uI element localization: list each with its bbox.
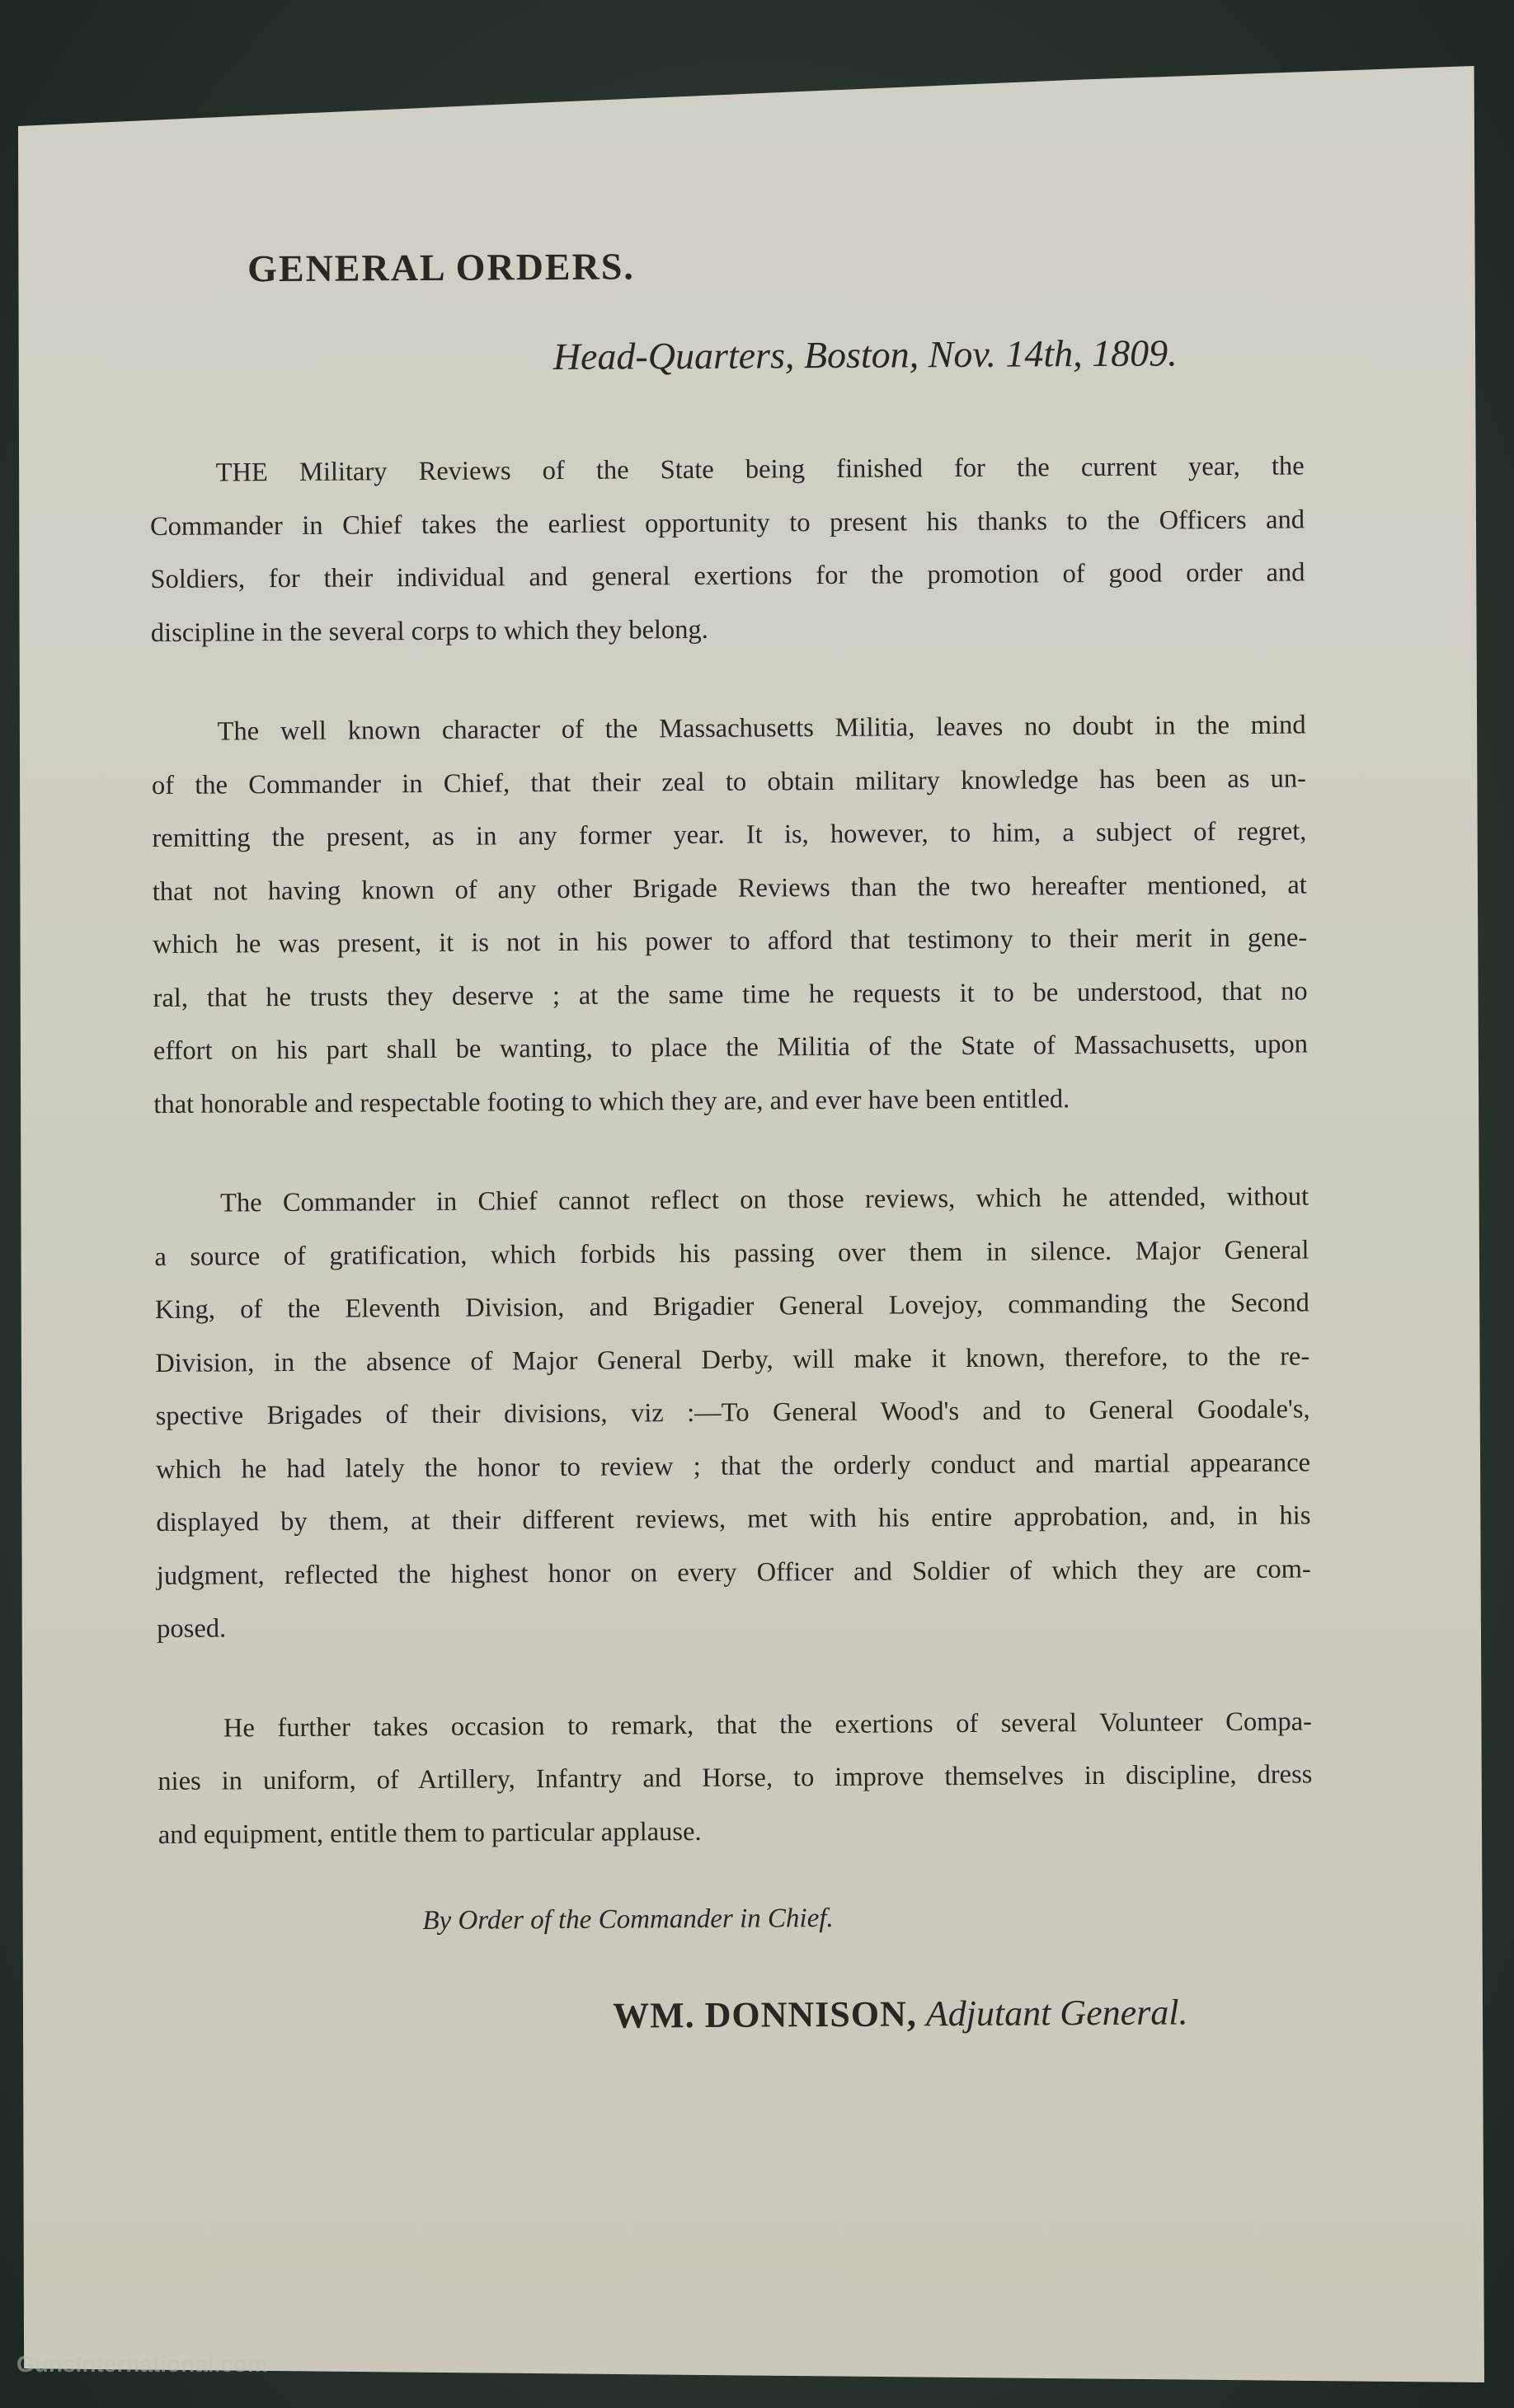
text-line: THE Military Reviews of the State being finished for the current year, the xyxy=(215,451,1305,488)
text-line: King, of the Eleventh Division, and Brigadier General Lovejoy, commanding the Second xyxy=(154,1288,1309,1325)
text-line: displayed by them, at their different reviews, met with his entire approbation, and, in his xyxy=(156,1500,1311,1537)
text-line: that honorable and respectable footing to which they are, and ever have been entitled. xyxy=(153,1083,1070,1120)
signoff: By Order of the Commander in Chief. xyxy=(422,1903,834,1936)
text-line: discipline in the several corps to which they belong. xyxy=(150,614,708,648)
paragraph xyxy=(158,1695,1313,1861)
text-line: which he was present, it is not in his power to afford that testimony to their merit in gene- xyxy=(153,922,1308,960)
signature xyxy=(613,1990,1314,2036)
text-line: The Commander in Chief cannot reflect on those reviews, which he attended, without xyxy=(219,1181,1309,1218)
text-line: and equipment, entitle them to particular applause. xyxy=(158,1816,702,1850)
paragraphs xyxy=(149,439,1312,1861)
text-line: effort on his part shall be wanting, to place the Militia of the State of Massachusetts, upon xyxy=(153,1029,1309,1066)
text-line: judgment, reflected the highest honor on every Officer and Soldier of which they are com- xyxy=(156,1553,1311,1591)
document-title: GENERAL ORDERS. xyxy=(247,245,635,290)
text-line: which he had lately the honor to review ; that the orderly conduct and martial appearance xyxy=(155,1447,1311,1485)
text-line: a source of gratification, which forbids his passing over them in silence. Major General xyxy=(154,1234,1309,1272)
dateline: Head-Quarters, Boston, Nov. 14th, 1809. xyxy=(552,331,1178,378)
text-line: spective Brigades of their divisions, viz :—To General Wood's and to General Goodale's, xyxy=(155,1394,1310,1431)
signature-role: Adjutant General. xyxy=(925,1992,1188,2035)
text-line: that not having known of any other Brigade Reviews than the two hereafter mentioned, at xyxy=(152,869,1307,907)
paragraph xyxy=(149,439,1305,660)
text-line: Soldiers, for their individual and general exertions for the promotion of good order and xyxy=(150,557,1305,594)
watermark-logo: GunsInternational.com xyxy=(16,2351,268,2377)
text-line: posed. xyxy=(157,1613,227,1644)
text-line: remitting the present, as in any former year. It is, however, to him, a subject of regret, xyxy=(152,816,1307,853)
paragraph xyxy=(151,698,1308,1131)
signature-name: WM. DONNISON, xyxy=(612,1993,917,2036)
text-line: He further takes occasion to remark, that the exertions of several Volunteer Compa- xyxy=(223,1706,1313,1743)
paragraph xyxy=(154,1170,1312,1655)
text-line: ral, that he trusts they deserve ; at the same time he requests it to be understood, that no xyxy=(153,975,1308,1013)
document-body xyxy=(148,240,1314,2040)
text-line: Commander in Chief takes the earliest opportunity to present his thanks to the Officers and xyxy=(149,504,1305,542)
text-line: of the Commander in Chief, that their zeal to obtain military knowledge has been as un- xyxy=(151,763,1307,800)
text-line: nies in uniform, of Artillery, Infantry and Horse, to improve themselves in discipline, dress xyxy=(158,1759,1313,1796)
text-line: The well known character of the Massachusetts Militia, leaves no doubt in the mind xyxy=(217,710,1306,747)
text-line: Division, in the absence of Major General Derby, will make it known, therefore, to the re- xyxy=(155,1340,1310,1378)
